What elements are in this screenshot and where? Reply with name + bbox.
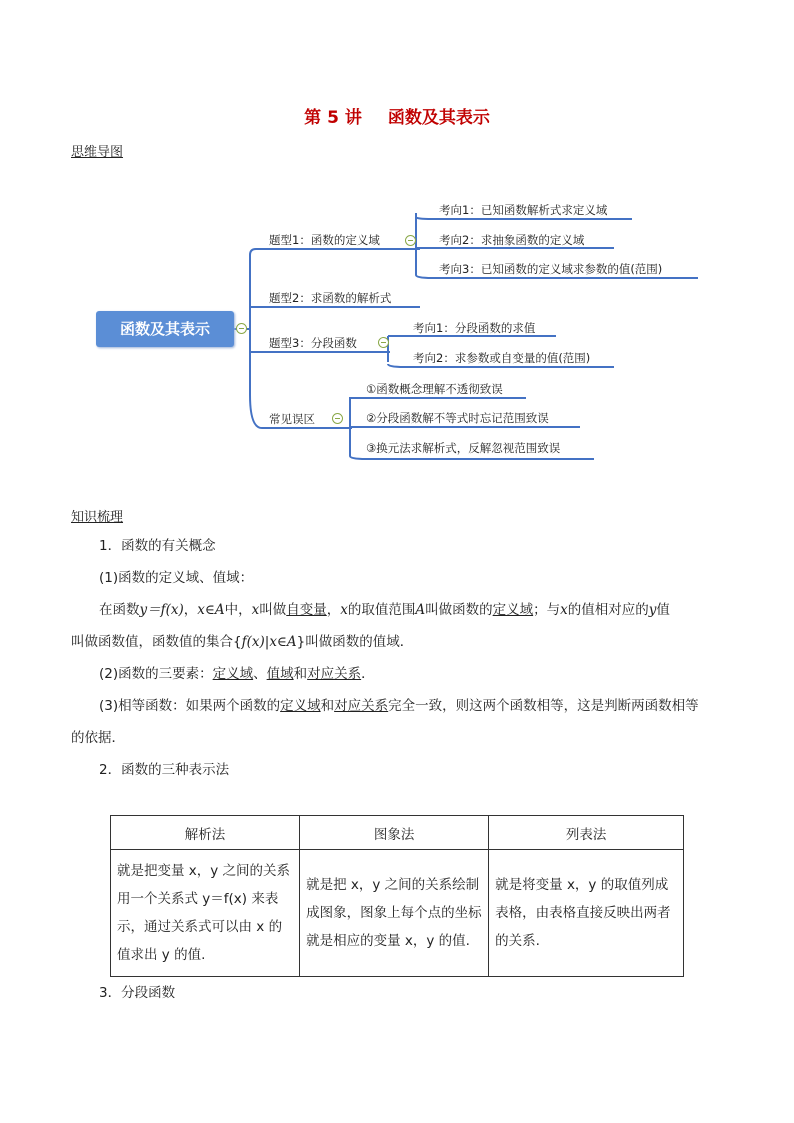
table-cell: 就是将变量 x，y 的取值列成表格，由表格直接反映出两者的关系. <box>489 850 684 977</box>
mindmap-leaf: 考向2：求抽象函数的定义域 <box>439 233 585 247</box>
section-2-heading: 2．函数的三种表示法 <box>99 762 230 778</box>
paragraph-2: (2)函数的三要素：定义域、值域和对应关系． <box>99 666 375 682</box>
paragraph-1-heading: (1)函数的定义域、值域： <box>99 570 254 586</box>
table-header: 列表法 <box>489 816 684 850</box>
table-header: 图象法 <box>300 816 489 850</box>
section-3-heading: 3．分段函数 <box>99 985 176 1001</box>
mindmap-branch-1: 题型1：函数的定义域 <box>269 233 380 247</box>
table-header-row <box>111 816 684 850</box>
mindmap-heading: 思维导图 <box>71 145 124 160</box>
knowledge-heading: 知识梳理 <box>71 510 124 525</box>
mindmap-leaf: 考向1：分段函数的求值 <box>413 321 536 335</box>
mindmap-leaf: 考向3：已知函数的定义域求参数的值(范围) <box>439 262 663 276</box>
paragraph-1-line-1: 在函数y＝f(x)，x∈A中，x叫做自变量，x的取值范围A叫做函数的定义域；与x的值相对应的y值 <box>99 602 670 618</box>
paragraph-3-line-2: 的依据． <box>71 730 125 746</box>
mindmap-branch-2: 题型2：求函数的解析式 <box>269 291 392 305</box>
lesson-number: 第 5 讲 <box>304 108 362 128</box>
collapse-icon[interactable] <box>405 235 416 246</box>
mindmap-leaf: 考向2：求参数或自变量的值(范围) <box>413 351 591 365</box>
section-1-heading: 1．函数的有关概念 <box>99 538 216 554</box>
mindmap-leaf: 考向1：已知函数解析式求定义域 <box>439 203 608 217</box>
mindmap-root: 函数及其表示 <box>96 311 234 347</box>
representation-table <box>110 815 684 977</box>
collapse-icon[interactable] <box>332 413 343 424</box>
paragraph-3-line-1: (3)相等函数：如果两个函数的定义域和对应关系完全一致，则这两个函数相等，这是判断两函数相等 <box>99 698 699 714</box>
mindmap-branch-4: 常见误区 <box>269 412 315 426</box>
mindmap-leaf: ③换元法求解析式，反解忽视范围致误 <box>366 441 561 455</box>
lesson-topic: 函数及其表示 <box>387 108 490 128</box>
table-cell: 就是把 x，y 之间的关系绘制成图象，图象上每个点的坐标就是相应的变量 x，y 的值. <box>300 850 489 977</box>
table-header: 解析法 <box>111 816 300 850</box>
collapse-icon[interactable] <box>378 337 389 348</box>
table-cell: 就是把变量 x，y 之间的关系用一个关系式 y＝f(x) 来表示，通过关系式可以由 x 的值求出 y 的值. <box>111 850 300 977</box>
mindmap-leaf: ①函数概念理解不透彻致误 <box>366 382 503 396</box>
collapse-icon[interactable] <box>236 323 247 334</box>
mindmap-leaf: ②分段函数解不等式时忘记范围致误 <box>366 411 549 425</box>
paragraph-1-line-2: 叫做函数值，函数值的集合{f(x)|x∈A}叫做函数的值域． <box>71 634 414 650</box>
mindmap-branch-3: 题型3：分段函数 <box>269 336 357 350</box>
table-row <box>111 850 684 977</box>
